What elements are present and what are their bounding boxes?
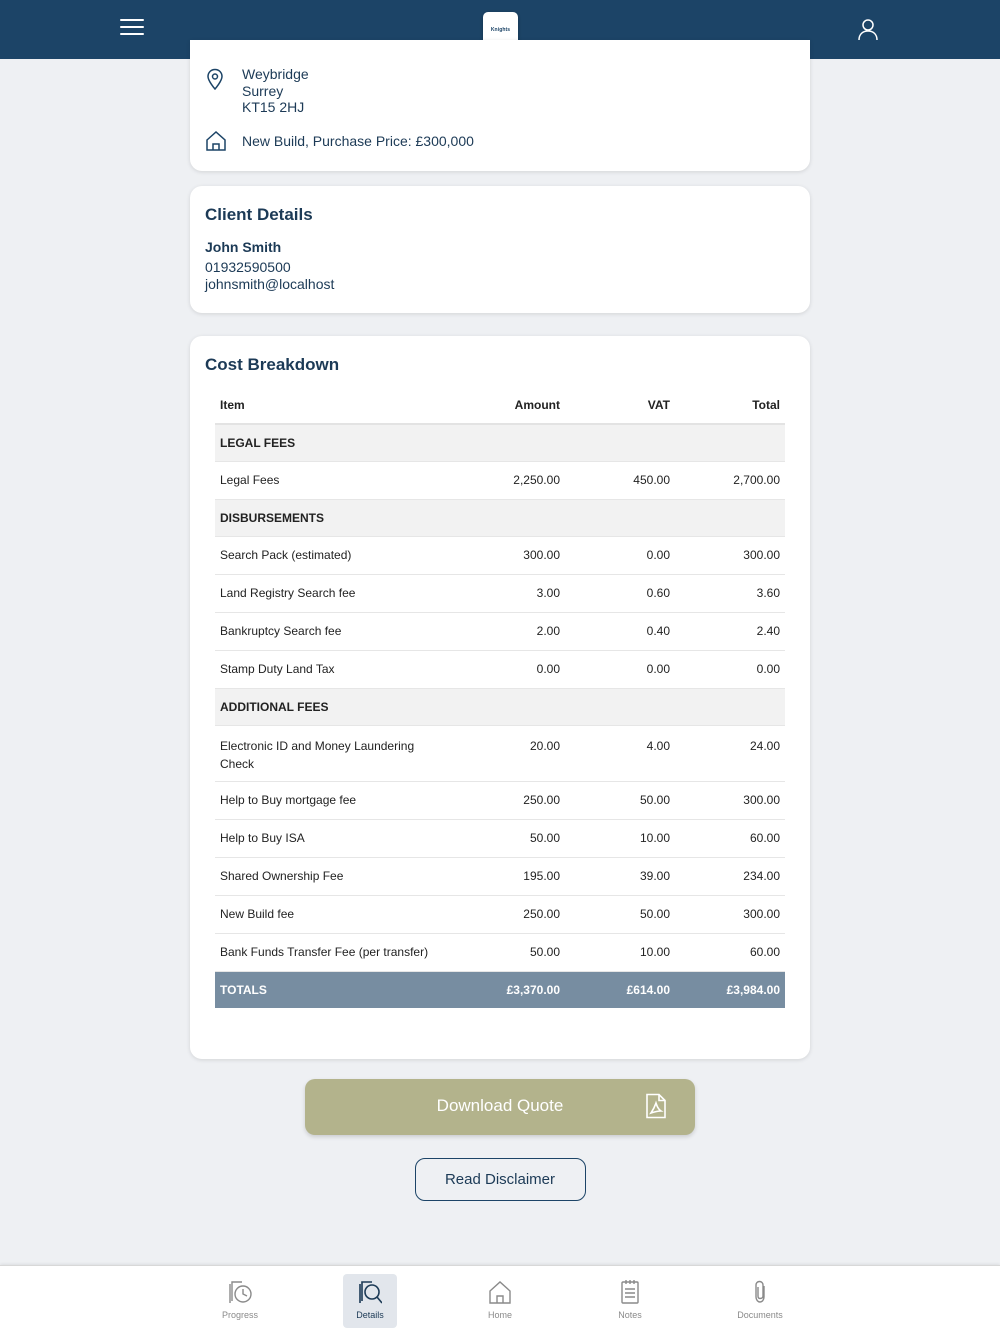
- total-cell: 300.00: [675, 536, 785, 574]
- vat-cell: 4.00: [565, 725, 675, 781]
- vat-cell: 0.40: [565, 612, 675, 650]
- table-row: [215, 650, 785, 688]
- nav-label: Home: [487, 1310, 512, 1320]
- item-cell: Search Pack (estimated): [215, 536, 455, 574]
- cost-breakdown-title: Cost Breakdown: [205, 355, 340, 374]
- item-cell: Bank Funds Transfer Fee (per transfer): [215, 933, 455, 971]
- total-cell: 60.00: [675, 933, 785, 971]
- total-cell: 300.00: [675, 781, 785, 819]
- table-row: [215, 574, 785, 612]
- cost-breakdown-card: [190, 336, 810, 1059]
- nav-label: Details: [356, 1310, 384, 1320]
- column-header-item: Item: [215, 386, 455, 424]
- download-quote-button[interactable]: [305, 1079, 695, 1135]
- section-row: [215, 424, 785, 461]
- column-header-amount: Amount: [455, 386, 565, 424]
- section-label: DISBURSEMENTS: [215, 499, 785, 536]
- amount-cell: 2.00: [455, 612, 565, 650]
- table-row: [215, 536, 785, 574]
- nav-notes[interactable]: [603, 1274, 657, 1328]
- table-row: [215, 819, 785, 857]
- amount-cell: 0.00: [455, 650, 565, 688]
- bottom-navigation: [0, 1265, 1000, 1334]
- vat-cell: 450.00: [565, 461, 675, 499]
- amount-cell: 2,250.00: [455, 461, 565, 499]
- section-label: LEGAL FEES: [215, 424, 785, 461]
- amount-cell: 250.00: [455, 781, 565, 819]
- item-cell: Electronic ID and Money Laundering Check: [215, 725, 455, 781]
- profile-icon[interactable]: [856, 17, 880, 41]
- table-row: [215, 461, 785, 499]
- total-cell: 60.00: [675, 819, 785, 857]
- item-cell: Shared Ownership Fee: [215, 857, 455, 895]
- progress-clock-icon: [228, 1279, 252, 1305]
- totals-amount: £3,370.00: [455, 971, 565, 1008]
- total-cell: 2,700.00: [675, 461, 785, 499]
- address-line: Weybridge: [242, 66, 309, 82]
- table-row: [215, 895, 785, 933]
- table-row: [215, 781, 785, 819]
- table-header-row: [215, 386, 785, 424]
- total-cell: 2.40: [675, 612, 785, 650]
- menu-icon[interactable]: [120, 19, 144, 37]
- nav-home[interactable]: [473, 1274, 527, 1328]
- nav-documents[interactable]: [733, 1274, 787, 1328]
- home-icon: [488, 1279, 512, 1305]
- vat-cell: 0.60: [565, 574, 675, 612]
- property-address: [242, 66, 309, 116]
- client-phone[interactable]: 01932590500: [205, 259, 291, 275]
- amount-cell: 195.00: [455, 857, 565, 895]
- table-row: [215, 725, 785, 781]
- vat-cell: 10.00: [565, 933, 675, 971]
- client-details-card: [190, 186, 810, 313]
- nav-label: Progress: [221, 1310, 258, 1320]
- amount-cell: 50.00: [455, 933, 565, 971]
- vat-cell: 39.00: [565, 857, 675, 895]
- pdf-file-icon: [645, 1093, 667, 1119]
- amount-cell: 50.00: [455, 819, 565, 857]
- nav-label: Notes: [618, 1310, 642, 1320]
- item-cell: Help to Buy mortgage fee: [215, 781, 455, 819]
- client-name: John Smith: [205, 239, 282, 255]
- totals-label: TOTALS: [215, 971, 455, 1008]
- nav-label: Documents: [737, 1310, 783, 1320]
- vat-cell: 0.00: [565, 536, 675, 574]
- house-icon: [205, 130, 227, 152]
- client-email[interactable]: johnsmith@localhost: [205, 276, 335, 292]
- item-cell: Land Registry Search fee: [215, 574, 455, 612]
- vat-cell: 50.00: [565, 781, 675, 819]
- item-cell: Bankruptcy Search fee: [215, 612, 455, 650]
- address-line: Surrey: [242, 82, 284, 99]
- nav-details[interactable]: [343, 1274, 397, 1328]
- vat-cell: 0.00: [565, 650, 675, 688]
- section-row: [215, 499, 785, 536]
- client-details-title: Client Details: [205, 205, 313, 224]
- download-quote-label: Download Quote: [436, 1096, 564, 1115]
- total-cell: 0.00: [675, 650, 785, 688]
- totals-total: £3,984.00: [675, 971, 785, 1008]
- total-cell: 300.00: [675, 895, 785, 933]
- table-row: [215, 612, 785, 650]
- amount-cell: 250.00: [455, 895, 565, 933]
- total-cell: 234.00: [675, 857, 785, 895]
- logo-text: Knights: [490, 26, 511, 33]
- totals-vat: £614.00: [565, 971, 675, 1008]
- amount-cell: 20.00: [455, 725, 565, 781]
- amount-cell: 3.00: [455, 574, 565, 612]
- table-row: [215, 933, 785, 971]
- section-label: ADDITIONAL FEES: [215, 688, 785, 725]
- read-disclaimer-button[interactable]: [415, 1158, 586, 1201]
- total-cell: 3.60: [675, 574, 785, 612]
- item-cell: Stamp Duty Land Tax: [215, 650, 455, 688]
- totals-row: [215, 971, 785, 1008]
- cost-table: [215, 386, 785, 1008]
- nav-progress[interactable]: [213, 1274, 267, 1328]
- item-cell: New Build fee: [215, 895, 455, 933]
- property-build-info: New Build, Purchase Price: £300,000: [242, 133, 474, 149]
- vat-cell: 50.00: [565, 895, 675, 933]
- table-row: [215, 857, 785, 895]
- item-cell: Legal Fees: [215, 461, 455, 499]
- total-cell: 24.00: [675, 725, 785, 781]
- column-header-total: Total: [675, 386, 785, 424]
- location-pin-icon: [205, 68, 225, 90]
- notes-icon: [618, 1279, 642, 1305]
- vat-cell: 10.00: [565, 819, 675, 857]
- section-row: [215, 688, 785, 725]
- amount-cell: 300.00: [455, 536, 565, 574]
- paperclip-icon: [748, 1279, 772, 1305]
- item-cell: Help to Buy ISA: [215, 819, 455, 857]
- details-search-icon: [358, 1279, 382, 1305]
- address-line: KT15 2HJ: [242, 99, 305, 115]
- column-header-vat: VAT: [565, 386, 675, 424]
- read-disclaimer-label: Read Disclaimer: [444, 1171, 556, 1188]
